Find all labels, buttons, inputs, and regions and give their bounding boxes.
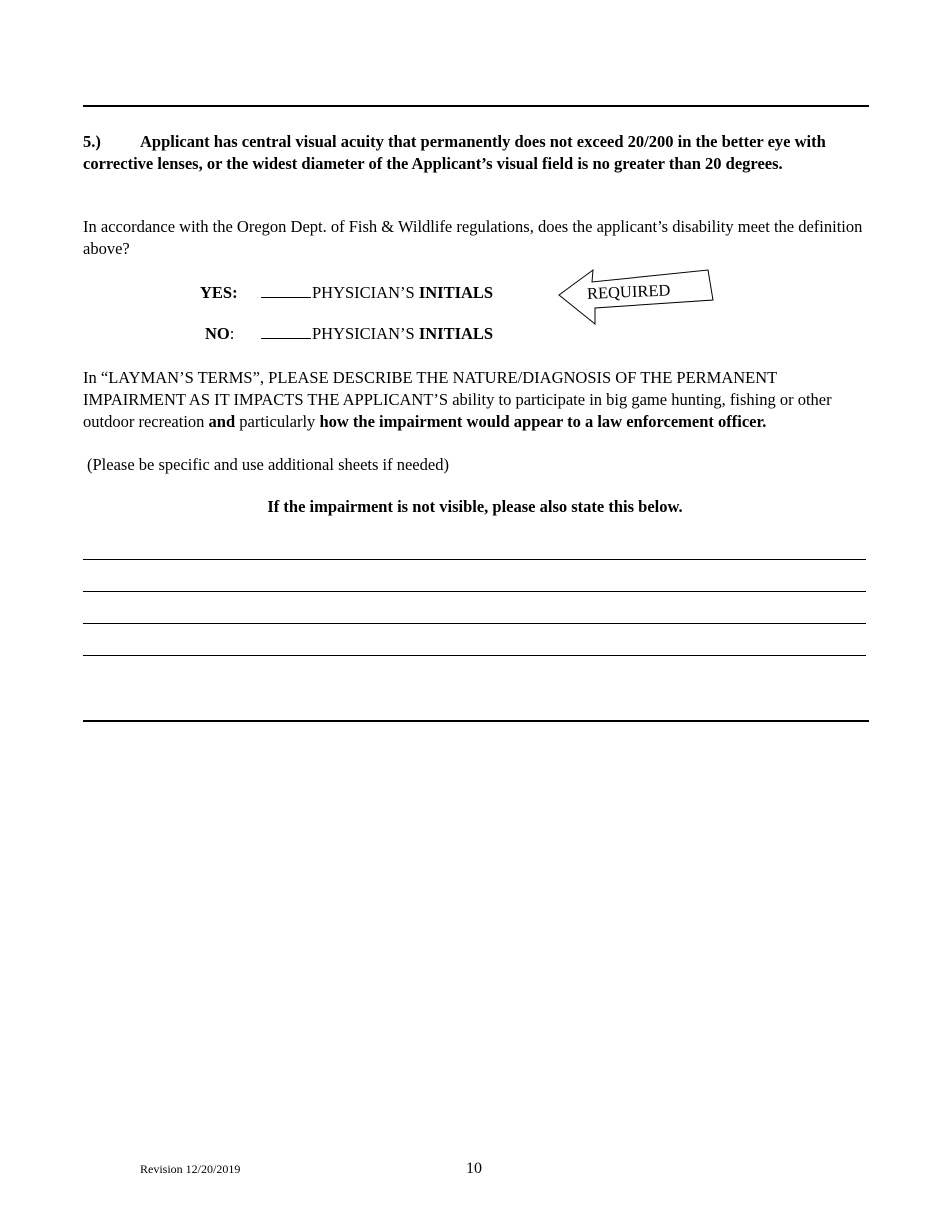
no-label-group bbox=[205, 323, 234, 345]
yes-initials-row bbox=[261, 282, 493, 304]
no-initials-row bbox=[261, 323, 493, 345]
revision-date: Revision 12/20/2019 bbox=[140, 1162, 241, 1176]
answer-line-2[interactable] bbox=[83, 591, 866, 592]
no-initials-label: INITIALS bbox=[418, 324, 494, 343]
not-visible-instruction: If the impairment is not visible, please also state this below. bbox=[267, 497, 683, 516]
answer-line-3[interactable] bbox=[83, 623, 866, 624]
describe-paragraph bbox=[83, 367, 868, 433]
answer-line-1[interactable] bbox=[83, 559, 866, 560]
required-label: REQUIRED bbox=[586, 280, 671, 303]
no-colon: : bbox=[229, 324, 235, 343]
page-number: 10 bbox=[466, 1160, 482, 1177]
no-physician-label: PHYSICIAN’S bbox=[312, 324, 419, 343]
yes-label: YES: bbox=[200, 283, 238, 302]
bottom-divider bbox=[83, 720, 869, 722]
question-text: Applicant has central visual acuity that permanently does not exceed 20/200 in the better eye with corrective lenses, or the widest diameter of the Applicant’s visual field is no greater than 20 degrees. bbox=[83, 132, 826, 173]
yes-initials-label: INITIALS bbox=[418, 283, 494, 302]
answer-line-4[interactable] bbox=[83, 655, 866, 656]
describe-how: how the impairment would appear to a law enforcement officer. bbox=[319, 412, 767, 431]
yes-physician-label: PHYSICIAN’S bbox=[312, 283, 419, 302]
top-divider bbox=[83, 105, 869, 107]
yes-initials-field[interactable] bbox=[261, 282, 311, 298]
no-label: NO bbox=[205, 324, 230, 343]
describe-and: and bbox=[208, 412, 236, 431]
describe-text-2: particularly bbox=[235, 412, 320, 431]
describe-note: (Please be specific and use additional sheets if needed) bbox=[87, 455, 449, 474]
question-number: 5.) bbox=[83, 132, 101, 151]
describe-text-1: In “LAYMAN’S TERMS”, PLEASE DESCRIBE THE NATURE/DIAGNOSIS OF THE PERMANENT IMPAIRMENT AS IT IMPACTS THE APPLICANT’S ability to participate in big game hunting, fishing or other outdoor recreation bbox=[83, 368, 832, 431]
no-initials-field[interactable] bbox=[261, 323, 311, 339]
accordance-text: In accordance with the Oregon Dept. of Fish & Wildlife regulations, does the applicant’s disability meet the definition above? bbox=[83, 217, 863, 258]
